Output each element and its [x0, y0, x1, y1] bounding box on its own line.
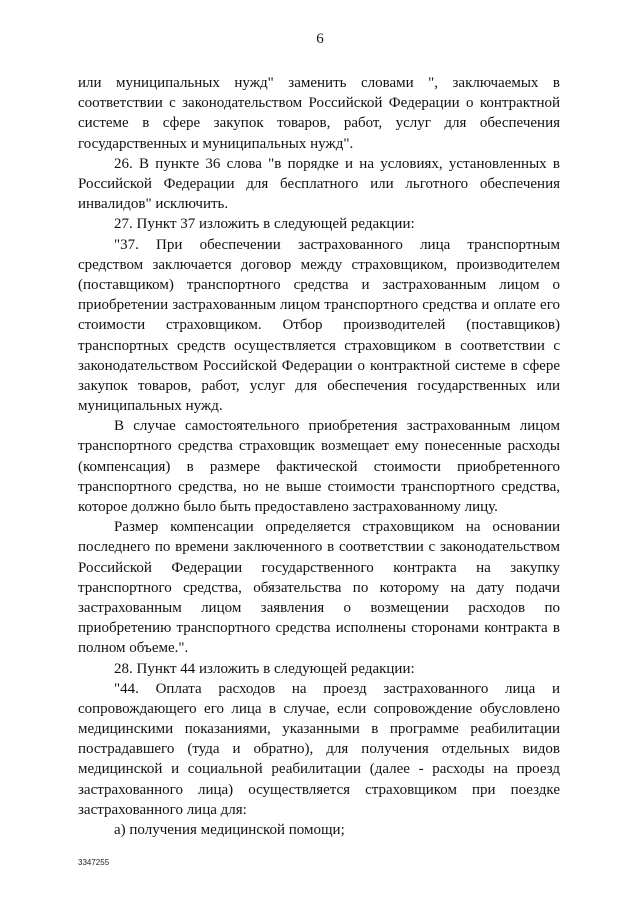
body-line: 26. В пункте 36 слова "в порядке и на условиях, установленных в	[114, 155, 560, 172]
body-line: (поставщиком) транспортного средства и застрахованным лицом о	[78, 276, 560, 293]
body-line: стоимости страховщиком. Отбор производителей (поставщиков)	[78, 317, 560, 334]
body-line: застрахованным лицом заявления о возмещении расходов по	[78, 599, 560, 616]
body-line: медицинской и социальной реабилитации (далее - расходы на проезд	[78, 761, 560, 778]
body-line: Российской Федерации для бесплатного или льготного обеспечения	[78, 175, 560, 192]
body-line: приобретении застрахованным лицом транспортного средства и оплате его	[78, 297, 560, 314]
body-line: (компенсация) в размере фактической стоимости приобретенного	[78, 458, 560, 475]
body-line: медицинскими показаниями, указанными в программе реабилитации	[78, 721, 560, 738]
body-line: системе в сфере закупок товаров, работ, услуг для обеспечения	[78, 115, 560, 132]
body-line: полном объеме.".	[78, 640, 189, 657]
body-line: сопровождающего его лица в случае, если сопровождение обусловлено	[78, 700, 560, 717]
body-line: которое должно было быть предоставлено застрахованному лицу.	[78, 499, 498, 515]
body-line: транспортного средства, обязательства по которому на дату подачи	[78, 579, 560, 596]
document-code: 3347255	[78, 858, 110, 867]
body-line: закупок товаров, работ, услуг для обеспечения государственных или	[78, 377, 560, 394]
body-line: последнего по времени заключенного в соответствии с законодательством	[78, 539, 560, 556]
body-line: "44. Оплата расходов на проезд застрахованного лица и	[114, 680, 560, 697]
body-line: 27. Пункт 37 изложить в следующей редакции:	[114, 216, 415, 233]
body-line: транспортных средств осуществляется страховщиком в соответствии с	[78, 337, 560, 354]
body-line: пострадавшего (туда и обратно), для получения отдельных видов	[78, 741, 560, 758]
body-line: средством заключается договор между страховщиком, производителем	[78, 256, 560, 273]
body-line: инвалидов" исключить.	[78, 196, 229, 213]
body-line: 28. Пункт 44 изложить в следующей редакции:	[114, 660, 415, 677]
body-line: а) получения медицинской помощи;	[114, 822, 345, 838]
body-line: или муниципальных нужд" заменить словами ", заключаемых в	[78, 75, 560, 91]
body-line: транспортного средства страховщик возмещает ему понесенные расходы	[78, 438, 560, 455]
body-line: муниципальных нужд.	[78, 398, 223, 414]
page-number: 6	[316, 31, 324, 47]
body-line: застрахованного лица) осуществляется страховщиком при поездке	[78, 781, 560, 798]
body-line: Российской Федерации государственного контракта на закупку	[78, 559, 560, 576]
body-line: застрахованного лица для:	[78, 801, 247, 818]
body-line: законодательством Российской Федерации о контрактной системе в сфере	[78, 357, 560, 374]
body-line: "37. При обеспечении застрахованного лица транспортным	[114, 236, 560, 253]
body-line: Размер компенсации определяется страховщиком на основании	[114, 519, 560, 536]
body-line: соответствии с законодательством Российской Федерации о контрактной	[78, 95, 560, 112]
body-line: государственных и муниципальных нужд".	[78, 135, 354, 152]
body-line: В случае самостоятельного приобретения застрахованным лицом	[114, 418, 560, 435]
body-line: транспортного средства, но не выше стоимости транспортного средства,	[78, 478, 560, 495]
body-line: приобретению транспортного средства исполнены сторонами контракта в	[78, 620, 560, 637]
